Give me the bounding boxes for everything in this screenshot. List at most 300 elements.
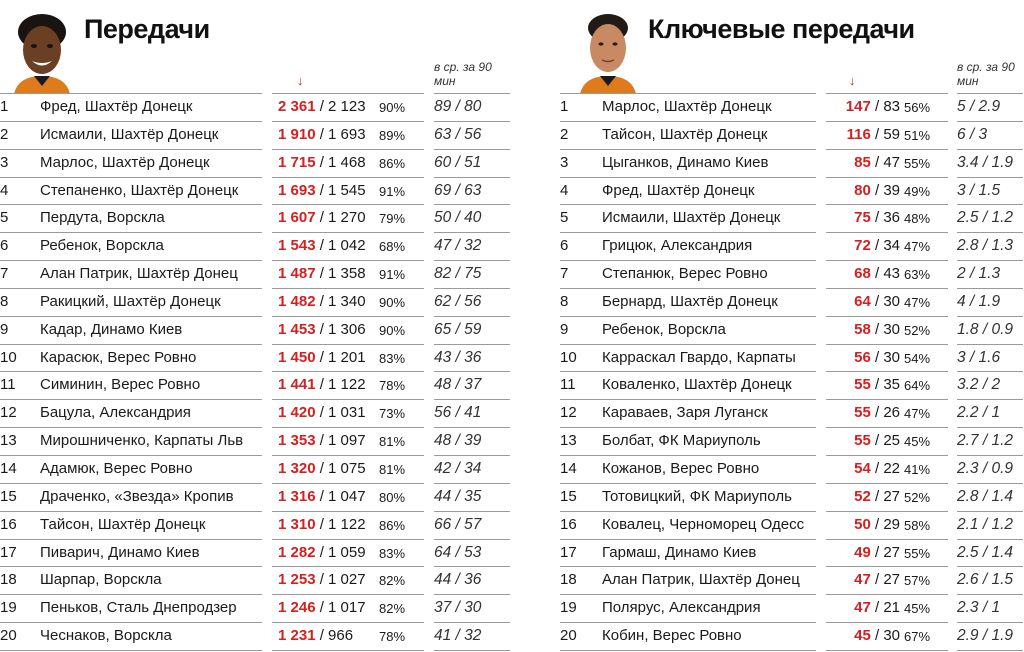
stat-value: [278, 126, 366, 143]
total-count: 72: [854, 237, 871, 255]
avg-per-90: 82 / 75: [434, 265, 482, 283]
player-name: Бацула, Александрия: [40, 404, 191, 422]
avg-per-90: 2.1 / 1.2: [957, 515, 1014, 533]
divider: [957, 316, 1023, 317]
accurate-count: / 39: [870, 181, 900, 199]
divider: [826, 650, 948, 651]
rank: 5: [560, 209, 569, 227]
accuracy-percent: 81%: [379, 434, 406, 450]
stat-value: [278, 544, 366, 561]
divider: [272, 594, 424, 595]
total-count: 1 282: [278, 543, 316, 561]
rank: 15: [560, 487, 577, 505]
rank: 8: [560, 292, 569, 310]
accurate-count: / 25: [870, 432, 900, 450]
player-name: Пеньков, Сталь Днепродзер: [40, 599, 237, 617]
total-count: 1 693: [278, 181, 316, 199]
accuracy-percent: 55%: [904, 155, 931, 171]
rank: 20: [560, 627, 577, 645]
divider: [272, 371, 424, 372]
divider: [434, 427, 510, 428]
accurate-count: / 30: [870, 627, 900, 645]
avg-per-90: 4 / 1.9: [957, 292, 1001, 310]
accuracy-percent: 90%: [379, 294, 406, 310]
divider: [0, 204, 262, 205]
player-name: Чеснаков, Ворскла: [40, 627, 172, 645]
avg-per-90: 44 / 35: [434, 487, 482, 505]
divider: [560, 650, 816, 651]
accurate-count: / 29: [870, 515, 900, 533]
divider: [560, 371, 816, 372]
divider: [272, 344, 424, 345]
rank: 11: [0, 376, 16, 394]
accuracy-percent: 41%: [904, 461, 931, 477]
divider: [957, 149, 1023, 150]
player-name: Гармаш, Динамо Киев: [602, 543, 757, 561]
total-count: 1 353: [278, 432, 316, 450]
total-count: 116: [846, 125, 871, 143]
divider: [272, 288, 424, 289]
avg-per-90: 60 / 51: [434, 153, 482, 171]
rank: 8: [0, 292, 9, 310]
rank: 14: [560, 459, 577, 477]
divider: [434, 93, 510, 94]
divider: [434, 344, 510, 345]
accurate-count: / 1 122: [315, 515, 366, 533]
rank: 2: [0, 125, 9, 143]
stat-value: [828, 571, 900, 588]
accuracy-percent: 89%: [379, 127, 406, 143]
accuracy-percent: 52%: [904, 489, 931, 505]
stat-value: [828, 321, 900, 338]
avg-per-90: 3.2 / 2: [957, 376, 1001, 394]
accurate-count: / 1 075: [315, 459, 366, 477]
divider: [826, 622, 948, 623]
divider: [957, 344, 1023, 345]
rank: 15: [0, 487, 17, 505]
player-name: Ковалец, Черноморец Одесс: [602, 515, 805, 533]
divider: [957, 594, 1023, 595]
player-name: Исмаили, Шахтёр Донецк: [40, 125, 219, 143]
player-name: Мирошниченко, Карпаты Льв: [40, 432, 244, 450]
accurate-count: / 1 031: [315, 404, 366, 422]
divider: [560, 149, 816, 150]
total-count: 1 910: [278, 125, 316, 143]
accuracy-percent: 47%: [904, 294, 931, 310]
divider: [272, 121, 424, 122]
stat-value: [278, 516, 366, 533]
divider: [826, 121, 948, 122]
divider: [957, 566, 1023, 567]
stat-value: [278, 98, 366, 115]
divider: [957, 288, 1023, 289]
stat-value: [828, 265, 900, 282]
accurate-count: / 1 545: [315, 181, 366, 199]
accuracy-percent: 78%: [379, 378, 406, 394]
divider: [826, 566, 948, 567]
avg-per-90: 69 / 63: [434, 181, 482, 199]
accurate-count: / 47: [870, 153, 900, 171]
player-name: Кобин, Верес Ровно: [602, 627, 742, 645]
avg-per-90: 2.6 / 1.5: [957, 571, 1014, 589]
divider: [826, 594, 948, 595]
divider: [560, 288, 816, 289]
rank: 19: [560, 599, 577, 617]
accuracy-percent: 45%: [904, 434, 931, 450]
accurate-count: / 1 358: [315, 265, 366, 283]
divider: [826, 371, 948, 372]
rank: 19: [0, 599, 17, 617]
divider: [826, 260, 948, 261]
stat-value: [828, 349, 900, 366]
stat-value: [828, 544, 900, 561]
total-count: 1 715: [278, 153, 316, 171]
accurate-count: / 1 468: [315, 153, 366, 171]
divider: [957, 650, 1023, 651]
rank: 4: [0, 181, 9, 199]
player-name: Тотовицкий, ФК Мариуполь: [602, 487, 792, 505]
rank: 12: [560, 404, 577, 422]
accuracy-percent: 90%: [379, 100, 406, 115]
divider: [957, 511, 1023, 512]
avg-per-90: 48 / 39: [434, 432, 482, 450]
divider: [560, 455, 816, 456]
divider: [434, 288, 510, 289]
divider: [272, 177, 424, 178]
divider: [0, 232, 262, 233]
stat-value: [828, 293, 900, 310]
player-name: Карраскал Гвардо, Карпаты: [602, 348, 796, 366]
stat-value: [278, 460, 366, 477]
divider: [560, 177, 816, 178]
accurate-count: / 1 027: [315, 571, 366, 589]
avg-per-90: 2.3 / 1: [957, 599, 1001, 617]
divider: [0, 344, 262, 345]
player-name: Степанюк, Верес Ровно: [602, 265, 768, 283]
divider: [272, 204, 424, 205]
divider: [0, 260, 262, 261]
divider: [560, 622, 816, 623]
avg-per-90: 47 / 32: [434, 237, 482, 255]
accurate-count: / 43: [870, 265, 900, 283]
accurate-count: / 30: [870, 320, 900, 338]
divider: [560, 594, 816, 595]
accurate-count: / 21: [870, 599, 900, 617]
total-count: 1 310: [278, 515, 316, 533]
total-count: 1 316: [278, 487, 316, 505]
accurate-count: / 27: [870, 571, 900, 589]
rank: 6: [560, 237, 569, 255]
divider: [826, 93, 948, 94]
stat-value: [828, 432, 900, 449]
accurate-count: / 1 059: [315, 543, 366, 561]
stat-value: [828, 376, 900, 393]
stat-value: [278, 488, 366, 505]
total-count: 1 450: [278, 348, 316, 366]
stat-value: [278, 154, 366, 171]
accuracy-percent: 86%: [379, 517, 406, 533]
divider: [957, 232, 1023, 233]
divider: [560, 427, 816, 428]
accuracy-percent: 45%: [904, 601, 931, 617]
divider: [0, 650, 262, 651]
avg-per-90: 3 / 1.6: [957, 348, 1001, 366]
divider: [957, 455, 1023, 456]
player-name: Степаненко, Шахтёр Донецк: [40, 181, 239, 199]
total-count: 1 441: [278, 376, 316, 394]
rank: 14: [0, 459, 17, 477]
divider: [957, 427, 1023, 428]
accurate-count: / 1 042: [315, 237, 366, 255]
stat-value: [828, 599, 900, 616]
rank: 18: [0, 571, 17, 589]
stat-value: [828, 98, 900, 115]
divider: [434, 121, 510, 122]
divider: [826, 427, 948, 428]
stat-value: [278, 627, 353, 644]
divider: [826, 511, 948, 512]
divider: [0, 539, 262, 540]
accuracy-percent: 91%: [379, 267, 406, 283]
total-count: 2 361: [278, 98, 316, 115]
divider: [826, 204, 948, 205]
rank: 12: [0, 404, 17, 422]
divider: [826, 316, 948, 317]
total-count: 49: [854, 543, 871, 561]
accuracy-percent: 51%: [904, 127, 931, 143]
avg-per-90: 44 / 36: [434, 571, 482, 589]
player-name: Кожанов, Верес Ровно: [602, 459, 760, 477]
divider: [0, 427, 262, 428]
avg-per-90: 2.3 / 0.9: [957, 459, 1014, 477]
divider: [560, 399, 816, 400]
player-name: Бернард, Шахтёр Донецк: [602, 292, 778, 310]
player-name: Ребенок, Ворскла: [602, 320, 726, 338]
accuracy-percent: 73%: [379, 406, 406, 422]
rank: 17: [560, 543, 577, 561]
total-count: 1 487: [278, 265, 316, 283]
rank: 9: [560, 320, 569, 338]
total-count: 1 246: [278, 599, 316, 617]
total-count: 55: [854, 432, 871, 450]
accuracy-percent: 48%: [904, 211, 931, 227]
rank: 13: [0, 432, 17, 450]
divider: [434, 539, 510, 540]
player-name: Тайсон, Шахтёр Донецк: [602, 125, 768, 143]
total-count: 1 607: [278, 209, 316, 227]
total-count: 1 482: [278, 292, 316, 310]
accuracy-percent: 55%: [904, 545, 931, 561]
stat-value: [278, 293, 366, 310]
player-photo-passes: [6, 6, 78, 94]
avg-per-90: 2.8 / 1.4: [957, 487, 1014, 505]
total-count: 47: [854, 571, 871, 589]
avg-per-90: 64 / 53: [434, 543, 482, 561]
total-count: 56: [854, 348, 871, 366]
total-count: 75: [854, 209, 871, 227]
total-count: 45: [854, 627, 871, 645]
divider: [560, 232, 816, 233]
player-name: Болбат, ФК Мариуполь: [602, 432, 761, 450]
divider: [434, 511, 510, 512]
divider: [434, 232, 510, 233]
stat-value: [828, 488, 900, 505]
accurate-count: / 1 047: [315, 487, 366, 505]
stat-value: [828, 460, 900, 477]
player-name: Марлос, Шахтёр Донецк: [40, 153, 210, 171]
divider: [826, 455, 948, 456]
divider: [560, 483, 816, 484]
avg-per-90: 2.7 / 1.2: [957, 432, 1014, 450]
divider: [434, 371, 510, 372]
accuracy-percent: 78%: [379, 629, 406, 645]
divider: [0, 455, 262, 456]
accuracy-percent: 54%: [904, 350, 931, 366]
accuracy-percent: 86%: [379, 155, 406, 171]
sort-down-icon: ↓: [849, 73, 856, 88]
rank: 16: [560, 515, 577, 533]
divider: [826, 288, 948, 289]
total-count: 147: [845, 98, 871, 115]
player-name: Ребенок, Ворскла: [40, 237, 164, 255]
accuracy-percent: 68%: [379, 239, 406, 255]
divider: [272, 149, 424, 150]
divider: [434, 566, 510, 567]
player-name: Тайсон, Шахтёр Донецк: [40, 515, 206, 533]
avg-per-90: 2 / 1.3: [957, 265, 1001, 283]
stat-value: [828, 154, 900, 171]
stat-value: [828, 627, 900, 644]
accurate-count: / 1 017: [315, 599, 366, 617]
accuracy-percent: 82%: [379, 573, 406, 589]
avg-per-90: 2.5 / 1.2: [957, 209, 1014, 227]
divider: [434, 260, 510, 261]
divider: [826, 483, 948, 484]
total-count: 47: [854, 599, 871, 617]
accurate-count: / 83: [870, 98, 900, 115]
accuracy-percent: 83%: [379, 350, 406, 366]
rank: 7: [0, 265, 9, 283]
avg-per-90: 42 / 34: [434, 459, 482, 477]
divider: [272, 93, 424, 94]
sort-down-icon: ↓: [297, 73, 304, 88]
avg-per-90: 66 / 57: [434, 515, 482, 533]
rank: 2: [560, 125, 569, 143]
divider: [0, 177, 262, 178]
divider: [0, 149, 262, 150]
stat-value: [278, 432, 366, 449]
rank: 10: [0, 348, 17, 366]
rank: 10: [560, 348, 577, 366]
player-name: Алан Патрик, Шахтёр Донец: [602, 571, 800, 589]
total-count: 1 231: [278, 627, 316, 645]
accuracy-percent: 82%: [379, 601, 406, 617]
divider: [560, 316, 816, 317]
accuracy-percent: 64%: [904, 378, 931, 394]
divider: [272, 483, 424, 484]
accuracy-percent: 79%: [379, 211, 406, 227]
divider: [434, 594, 510, 595]
stat-value: [278, 209, 366, 226]
avg-per-90: 48 / 37: [434, 376, 482, 394]
divider: [272, 232, 424, 233]
total-count: 1 320: [278, 459, 316, 477]
divider: [434, 650, 510, 651]
total-count: 55: [854, 376, 871, 394]
rank: 20: [0, 627, 17, 645]
divider: [0, 316, 262, 317]
accuracy-percent: 80%: [379, 489, 406, 505]
avg-per-90: 41 / 32: [434, 627, 482, 645]
player-photo-key-passes: [572, 6, 644, 94]
total-count: 50: [854, 515, 871, 533]
accurate-count: / 35: [870, 376, 900, 394]
stat-value: [828, 126, 900, 143]
avg-per-90: 2.5 / 1.4: [957, 543, 1014, 561]
player-name: Грицюк, Александрия: [602, 237, 753, 255]
divider: [0, 93, 262, 94]
stat-value: [278, 265, 366, 282]
divider: [272, 622, 424, 623]
player-name: Адамюк, Верес Ровно: [40, 459, 193, 477]
avg-per-90: 50 / 40: [434, 209, 482, 227]
accuracy-percent: 57%: [904, 573, 931, 589]
avg-per-90: 3 / 1.5: [957, 181, 1001, 199]
total-count: 1 543: [278, 237, 316, 255]
accurate-count: / 22: [870, 459, 900, 477]
rank: 5: [0, 209, 9, 227]
divider: [434, 622, 510, 623]
divider: [560, 566, 816, 567]
rank: 1: [560, 98, 569, 115]
player-name: Симинин, Верес Ровно: [40, 376, 201, 394]
rank: 3: [560, 153, 569, 171]
accuracy-percent: 58%: [904, 517, 931, 533]
player-name: Фред, Шахтёр Донецк: [602, 181, 755, 199]
player-name: Пиварич, Динамо Киев: [40, 543, 200, 561]
rank: 13: [560, 432, 577, 450]
stat-value: [278, 571, 366, 588]
divider: [957, 204, 1023, 205]
avg-per-90: 37 / 30: [434, 599, 482, 617]
accuracy-percent: 49%: [904, 183, 931, 199]
divider: [826, 539, 948, 540]
divider: [434, 204, 510, 205]
total-count: 52: [854, 487, 871, 505]
accuracy-percent: 91%: [379, 183, 406, 199]
divider: [560, 511, 816, 512]
accurate-count: / 27: [870, 543, 900, 561]
key-passes-panel: [560, 0, 1024, 652]
divider: [434, 399, 510, 400]
divider: [434, 149, 510, 150]
accuracy-percent: 90%: [379, 322, 406, 338]
divider: [272, 539, 424, 540]
divider: [560, 260, 816, 261]
stat-value: [278, 237, 366, 254]
player-name: Марлос, Шахтёр Донецк: [602, 98, 772, 115]
accurate-count: / 36: [870, 209, 900, 227]
player-name: Ракицкий, Шахтёр Донецк: [40, 292, 221, 310]
total-count: 1 420: [278, 404, 316, 422]
divider: [560, 344, 816, 345]
rank: 1: [0, 98, 9, 115]
accurate-count: / 30: [870, 292, 900, 310]
stat-value: [828, 182, 900, 199]
player-name: Полярус, Александрия: [602, 599, 761, 617]
player-name: Караваев, Заря Луганск: [602, 404, 768, 422]
divider: [0, 511, 262, 512]
